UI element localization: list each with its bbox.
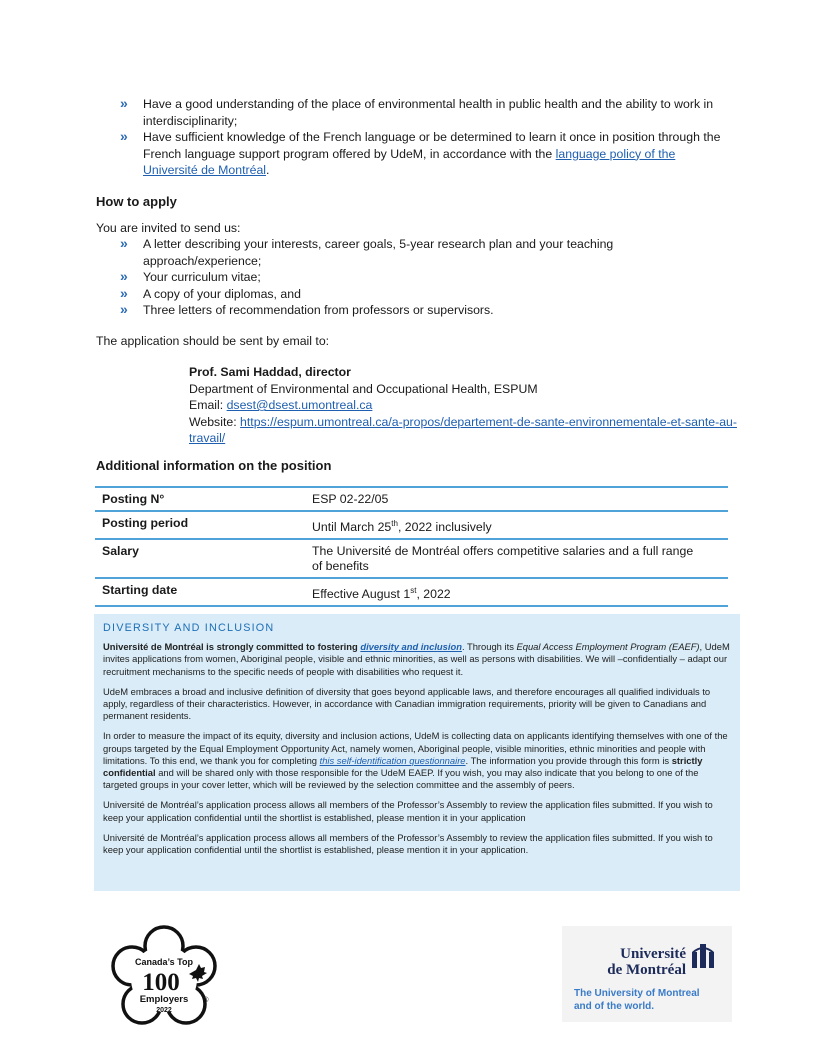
udem-logo bbox=[562, 926, 732, 1022]
self-identification-link[interactable]: this self-identification questionnaire bbox=[319, 754, 466, 766]
list-item: » A letter describing your interests, career goals, 5-year research plan and your teaching approach/experience; bbox=[120, 235, 614, 268]
svg-text:Canada’s Top: Canada’s Top bbox=[134, 957, 194, 967]
diversity-paragraph-5: Université de Montréal’s application process allows all members of the Professor’s Assembly to review the application files submitted. If you wish to keep your application confidential until the shortlist is established, please mention it in your application. bbox=[103, 831, 713, 856]
udem-tagline-2: and of the world. bbox=[574, 1000, 654, 1012]
contact-block bbox=[189, 364, 739, 447]
badge-flower-icon bbox=[108, 924, 220, 1032]
position-info-table bbox=[95, 486, 728, 607]
udem-logo-name-1: Université bbox=[620, 946, 686, 962]
requirements-list bbox=[120, 96, 730, 179]
svg-text:®: ® bbox=[203, 997, 209, 1004]
diversity-paragraph-2: UdeM embraces a broad and inclusive definition of diversity that goes beyond applicable laws, and therefore encourages all qualified individuals to apply, regardless of their characteristics. However, in accordance with Canadian immigration requirements, priority will be given to Canadians and permanent residents. bbox=[103, 685, 711, 722]
table-cell-key: Salary bbox=[95, 539, 305, 578]
contact-department: Department of Environmental and Occupational Health, ESPUM bbox=[189, 381, 538, 396]
svg-text:2022: 2022 bbox=[156, 1007, 172, 1014]
table-row bbox=[95, 487, 728, 511]
table-row bbox=[95, 511, 728, 539]
table-cell-key: Posting period bbox=[95, 511, 305, 539]
chevron-bullet-icon: » bbox=[120, 301, 128, 317]
email-link[interactable]: dsest@dsest.umontreal.ca bbox=[226, 398, 373, 412]
diversity-paragraph-1: Université de Montréal is strongly committed to fostering diversity and inclusion. Through its Equal Access Employment Program (EAEF), UdeM invites applications from women, Aboriginal people, visible and ethnic minorities, as well as persons with disabilities. We will –confidentially – adapt our recruitment mechanisms to the specific needs of people with disabilities who request it. bbox=[103, 641, 730, 677]
contact-website-line: Website: https://espum.umontreal.ca/a-propos/departement-de-sante-environnementale-et-sante-au-travail/ bbox=[189, 414, 737, 445]
diversity-paragraph-3: In order to measure the impact of its equity, diversity and inclusion actions, UdeM is collecting data on applicants identifying themselves with one of the groups targeted by the Equal Employment Opportunity Act, namely women, Aboriginal people, visible minorities, ethnic minorities and people with limitations. To this end, we thank you for completing this self-identification questionnaire. The information you provide through this form is strictly confidential and will be shared only with those responsible for the UdeM EAEP. If you wish, you may also indicate that you belong to one of the targeted groups in your cover letter, which will be reviewed by the selection committee and the assembly of peers. bbox=[103, 730, 728, 791]
diversity-heading: DIVERSITY AND INCLUSION bbox=[103, 622, 275, 634]
contact-email-line: Email: dsest@dsest.umontreal.ca bbox=[189, 398, 373, 412]
list-item: » Have a good understanding of the place of environmental health in public health and the ability to work in interdisciplinarity; bbox=[120, 95, 714, 128]
additional-info-heading: Additional information on the position bbox=[96, 458, 332, 473]
diversity-paragraph-4: Université de Montréal’s application process allows all members of the Professor’s Assembly to review the application files submitted. If you wish to keep your application confidential until the shortlist is established, please mention it in your application bbox=[103, 799, 713, 823]
how-to-apply-heading: How to apply bbox=[96, 194, 177, 209]
list-item: » Have sufficient knowledge of the French language or be determined to learn it once in position through the French language support program offered by UdeM, in accordance with the language policy of the Université de Montréal. bbox=[120, 128, 721, 177]
diversity-inclusion-box bbox=[94, 614, 740, 891]
table-cell-value: Effective August 1st, 2022 bbox=[305, 578, 728, 606]
list-item: » A copy of your diplomas, and bbox=[120, 284, 301, 301]
table-row bbox=[95, 578, 728, 606]
svg-text:Employers: Employers bbox=[139, 994, 189, 1005]
table-cell-value: Until March 25th, 2022 inclusively bbox=[305, 511, 728, 539]
contact-name: Prof. Sami Haddad, director bbox=[189, 365, 351, 379]
chevron-bullet-icon: » bbox=[120, 128, 128, 144]
chevron-bullet-icon: » bbox=[120, 235, 128, 251]
apply-intro: You are invited to send us: bbox=[96, 221, 241, 235]
udem-emblem-icon bbox=[690, 944, 716, 968]
udem-tagline-1: The University of Montreal bbox=[574, 988, 700, 999]
send-to-text: The application should be sent by email to: bbox=[96, 334, 330, 348]
list-item: » Your curriculum vitae; bbox=[120, 268, 261, 284]
udem-logo-name-2: de Montréal bbox=[607, 962, 686, 978]
website-link[interactable]: https://espum.umontreal.ca/a-propos/departement-de-sante-environnementale-et-sante-au-travail/ bbox=[189, 414, 737, 445]
table-row bbox=[95, 539, 728, 578]
apply-list bbox=[120, 236, 730, 319]
chevron-bullet-icon: » bbox=[120, 284, 128, 301]
diversity-inclusion-link[interactable]: diversity and inclusion bbox=[360, 641, 462, 653]
chevron-bullet-icon: » bbox=[120, 268, 128, 284]
chevron-bullet-icon: » bbox=[120, 95, 128, 111]
canadas-top-100-badge bbox=[108, 924, 220, 1032]
list-item: » Three letters of recommendation from professors or supervisors. bbox=[120, 301, 494, 317]
table-cell-value: ESP 02-22/05 bbox=[305, 487, 728, 511]
table-cell-key: Starting date bbox=[95, 578, 305, 606]
table-cell-key: Posting N° bbox=[95, 487, 305, 511]
table-cell-value: The Université de Montréal offers competitive salaries and a full range of benefits bbox=[305, 539, 728, 578]
svg-text:100: 100 bbox=[142, 969, 180, 996]
language-policy-link[interactable]: language policy of the Université de Montréal bbox=[143, 146, 676, 177]
